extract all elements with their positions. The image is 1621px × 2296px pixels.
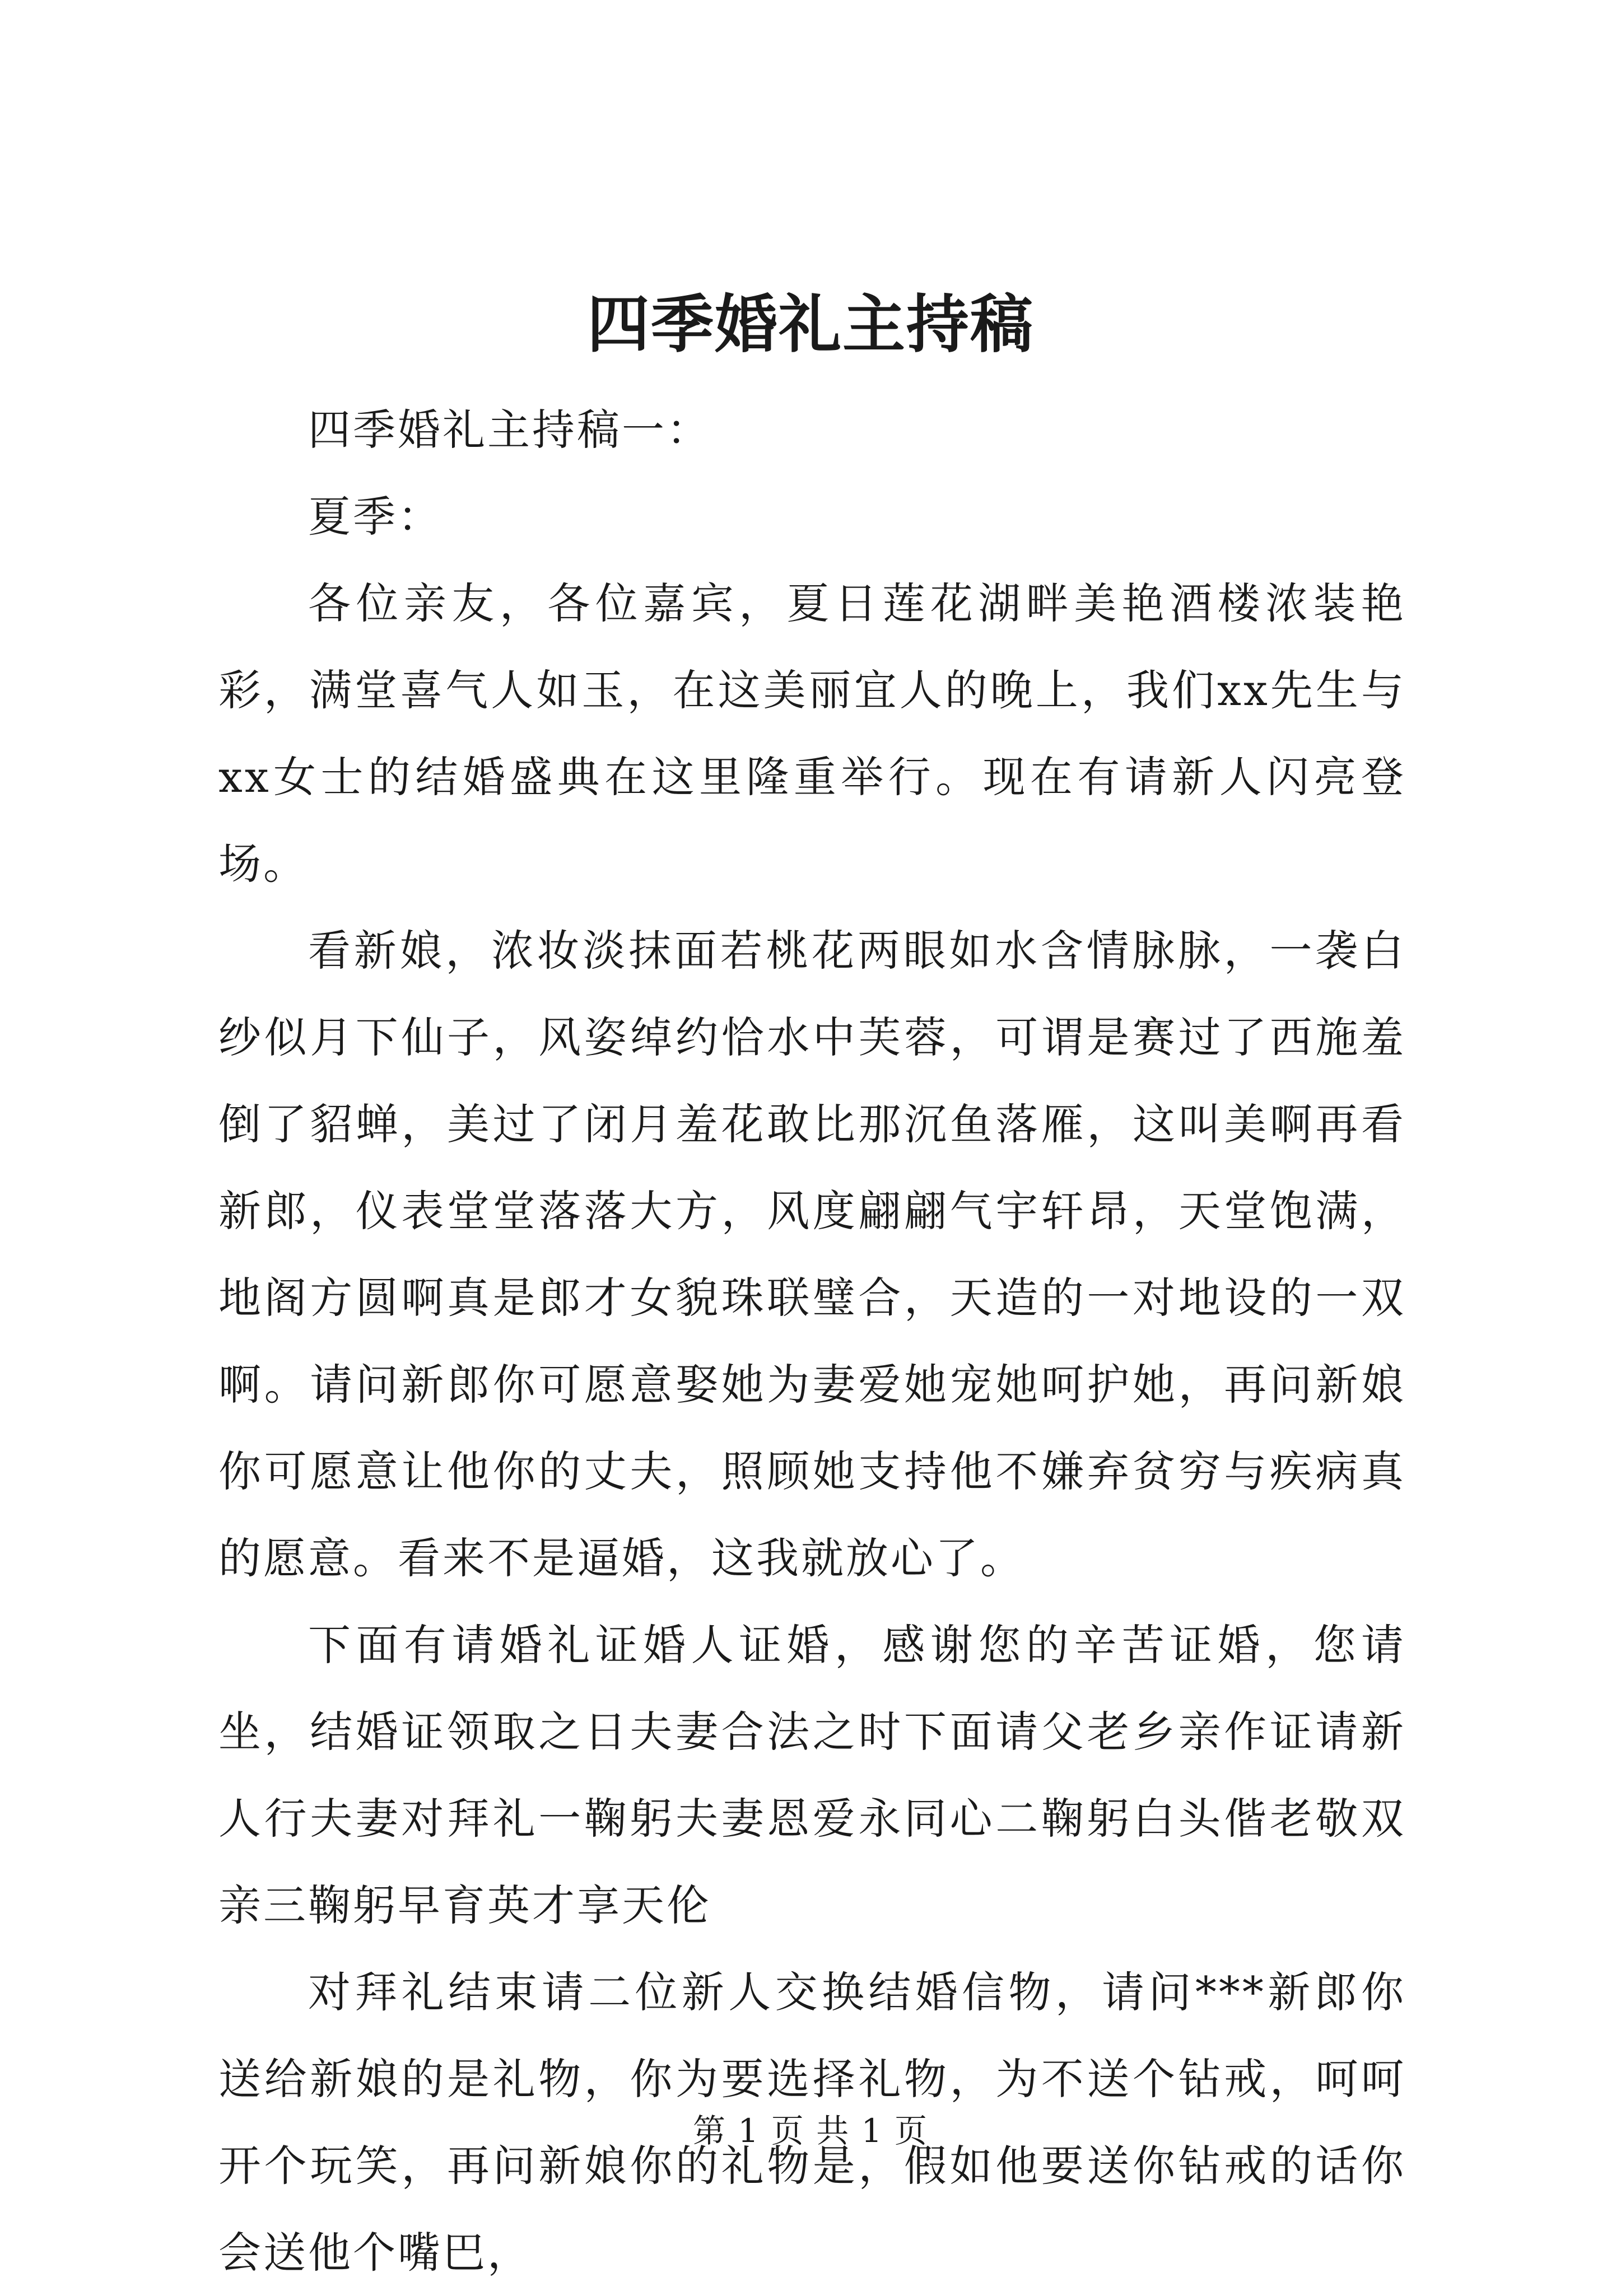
paragraph-heading: 四季婚礼主持稿一：	[308, 405, 711, 455]
document-title: 四季婚礼主持稿	[587, 288, 1034, 361]
paragraph-season: 夏季：	[308, 492, 442, 542]
paragraph-exchange: 对拜礼结束请二位新人交换结婚信物，请问***新郎你送给新娘的是礼物，你为要选择礼物，为不送个钻戒，呵呵开个玩笑，再问新娘你的礼物是，假如他要送你钻戒的话你会送他个嘴巴，	[218, 1967, 1406, 2278]
document-body	[218, 386, 1406, 2296]
paragraph-opening: 各位亲友，各位嘉宾，夏日莲花湖畔美艳酒楼浓装艳彩，满堂喜气人如玉，在这美丽宜人的晚上，我们xx先生与xx女士的结婚盛典在这里隆重举行。现在有请新人闪亮登场。	[218, 578, 1406, 889]
page-footer: 第 1 页 共 1 页	[693, 2112, 928, 2150]
paragraph-ceremony: 下面有请婚礼证婚人证婚，感谢您的辛苦证婚，您请坐，结婚证领取之日夫妻合法之时下面请父老乡亲作证请新人行夫妻对拜礼一鞠躬夫妻恩爱永同心二鞠躬白头偕老敬双亲三鞠躬早育英才享天伦	[218, 1620, 1406, 1930]
paragraph-bride-groom: 看新娘，浓妆淡抹面若桃花两眼如水含情脉脉，一袭白纱似月下仙子，风姿绰约恰水中芙蓉，可谓是赛过了西施羞倒了貂蝉，美过了闭月羞花敢比那沉鱼落雁，这叫美啊再看新郎，仪表堂堂落落大方，风度翩翩气宇轩昂，天堂饱满，地阁方圆啊真是郎才女貌珠联璧合，天造的一对地设的一双啊。请问新郎你可愿意娶她为妻爱她宠她呵护她，再问新娘你可愿意让他你的丈夫，照顾她支持他不嫌弃贫穷与疾病真的愿意。看来不是逼婚，这我就放心了。	[218, 926, 1406, 1583]
